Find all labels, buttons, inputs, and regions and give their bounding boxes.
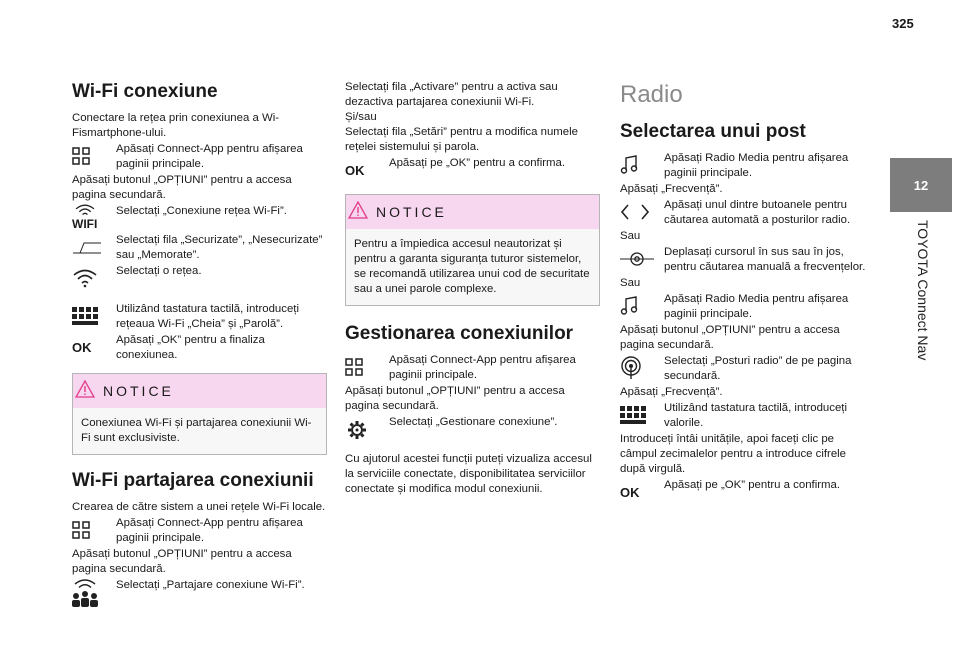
step-ok [345,156,600,184]
tuner-cursor-icon [620,245,664,273]
section-title-connection-management: Gestionarea conexiunilor [345,323,574,344]
step-ok [72,333,327,363]
or-text: Și/sau [345,111,377,123]
options-text: Apăsați butonul „OPȚIUNI” pentru a accesa pagina secundară. [620,324,840,351]
activate-text: Selectați fila „Activare” pentru a activa sau dezactiva partajarea conexiunii Wi-Fi. [345,81,558,108]
step-text: Selectați „Posturi radio” de pe pagina secundară. [664,355,852,382]
intro-text: Crearea de către sistem a unei rețele Wi-Fi locale. [72,501,326,513]
radio-broadcast-icon [620,354,664,382]
settings-text: Selectați fila „Setări” pentru a modifica numele rețelei sistemului și parola. [345,126,578,153]
step-radio-media [620,292,870,322]
options-text: Apăsați butonul „OPȚIUNI” pentru a accesa pagina secundară. [72,548,292,575]
step-text: Apăsați Connect-App pentru afișarea paginii principale. [116,143,303,170]
units-text: Introduceți întâi unitățile, apoi faceți clic pe câmpul zecimalelor pentru a introduce cifrele după virgulă. [620,433,847,475]
keyboard-icon [620,401,664,429]
step-slider [620,245,870,275]
step-text: Apăsați „OK” pentru a finaliza conexiunea. [116,334,265,361]
warning-triangle-icon [75,380,95,403]
notice-header [346,195,599,229]
ok-icon: OK [345,162,365,178]
step-keyboard [72,302,327,332]
step-radio-stations [620,354,870,384]
chapter-tab[interactable]: 12 [890,158,952,212]
step-select-wifi-connection [72,204,327,232]
warning-triangle-icon [348,201,368,224]
notice-box [72,373,327,455]
step-text: Apăsați pe „OK” pentru a confirma. [664,479,841,491]
step-text: Apăsați unul dintre butoanele pentru căutarea automată a posturilor radio. [664,199,851,226]
chapter-sidebar [882,158,960,578]
section-title-station-select: Selectarea unui post [620,121,806,142]
step-text: Apăsați Connect-App pentru afișarea paginii principale. [389,354,576,381]
step-radio-media [620,151,870,181]
frequency-text: Apăsați „Frecvență”. [620,386,723,398]
step-text: Selectați „Partajare conexiune Wi-Fi”. [116,579,305,591]
intro-text: Conectare la rețea prin conexiunea a Wi-Fismartphone-ului. [72,112,280,139]
options-text: Apăsați butonul „OPȚIUNI” pentru a accesa pagina secundară. [345,385,565,412]
column-3 [620,80,870,507]
tab-shape-icon [72,233,116,261]
gear-wifi-icon [345,415,389,443]
column-2 [345,80,600,497]
wifi-label-icon: WIFI [72,217,98,231]
ok-icon: OK [620,484,640,500]
notice-header [73,374,326,408]
outro-text: Cu ajutorul acestei funcții puteți vizualiza accesul la serviciile conectate, disponibilitatea serviciilor conectate și modifica modul conexiunii. [345,453,592,495]
step-text: Utilizând tastatura tactilă, introduceți valorile. [664,402,847,429]
frequency-text: Apăsați „Frecvență”. [620,183,723,195]
step-connect-app [72,142,327,172]
notice-box [345,194,600,306]
or-text: Sau [620,230,641,242]
keyboard-icon [72,302,116,330]
wifi-icon [72,204,116,232]
ok-icon: OK [72,339,92,355]
step-text: Apăsați Connect-App pentru afișarea paginii principale. [116,517,303,544]
music-note-icon [620,292,664,320]
step-text: Selectați „Conexiune rețea Wi-Fi”. [116,205,287,217]
notice-title: NOTICE [376,203,447,220]
notice-title: NOTICE [103,382,174,399]
options-text: Apăsați butonul „OPȚIUNI” pentru a accesa pagina secundară. [72,174,292,201]
apps-grid-icon [72,516,116,544]
notice-body: Conexiunea Wi-Fi și partajarea conexiunii Wi-Fi sunt exclusiviste. [81,417,312,444]
music-note-icon [620,151,664,179]
step-share-wifi [72,578,327,612]
column-1 [72,80,327,613]
chapter-heading-radio: Radio [620,81,683,108]
step-text: Deplasați cursorul în sus sau în jos, pentru căutarea manuală a frecvențelor. [664,246,866,273]
step-select-network [72,264,327,292]
step-text: Selectați „Gestionare conexiune”. [389,416,558,428]
page-number: 325 [892,16,914,31]
step-connect-app [345,353,600,383]
step-text: Apăsați Radio Media pentru afișarea paginii principale. [664,152,849,179]
chevrons-icon [620,198,664,226]
step-text: Apăsați pe „OK” pentru a confirma. [389,157,566,169]
wifi-signal-icon [72,264,116,292]
chapter-label: TOYOTA Connect Nav [915,220,931,361]
apps-grid-icon [345,353,389,381]
wifi-share-icon [72,578,116,612]
step-security-tabs [72,233,327,263]
step-manage-connection [345,415,600,443]
step-ok [620,478,870,506]
step-text: Selectați fila „Securizate”, „Nesecurizate” sau „Memorate”. [116,234,323,261]
apps-grid-icon [72,142,116,170]
step-text: Utilizând tastatura tactilă, introduceți rețeaua Wi-Fi „Cheia” și „Parolă”. [116,303,299,330]
step-text: Selectați o rețea. [116,265,202,277]
step-text: Apăsați Radio Media pentru afișarea paginii principale. [664,293,849,320]
step-keyboard [620,401,870,431]
step-seek-arrows [620,198,870,228]
notice-body: Pentru a împiedica accesul neautorizat și pentru a garanta siguranța tuturor sistemelor, se recomandă utilizarea unui cod de securitate sau a unei parole complexe. [354,238,590,295]
section-title-wifi-sharing: Wi-Fi partajarea conexiunii [72,470,314,491]
section-title-wifi-connection: Wi-Fi conexiune [72,81,218,102]
step-connect-app [72,516,327,546]
or-text: Sau [620,277,641,289]
